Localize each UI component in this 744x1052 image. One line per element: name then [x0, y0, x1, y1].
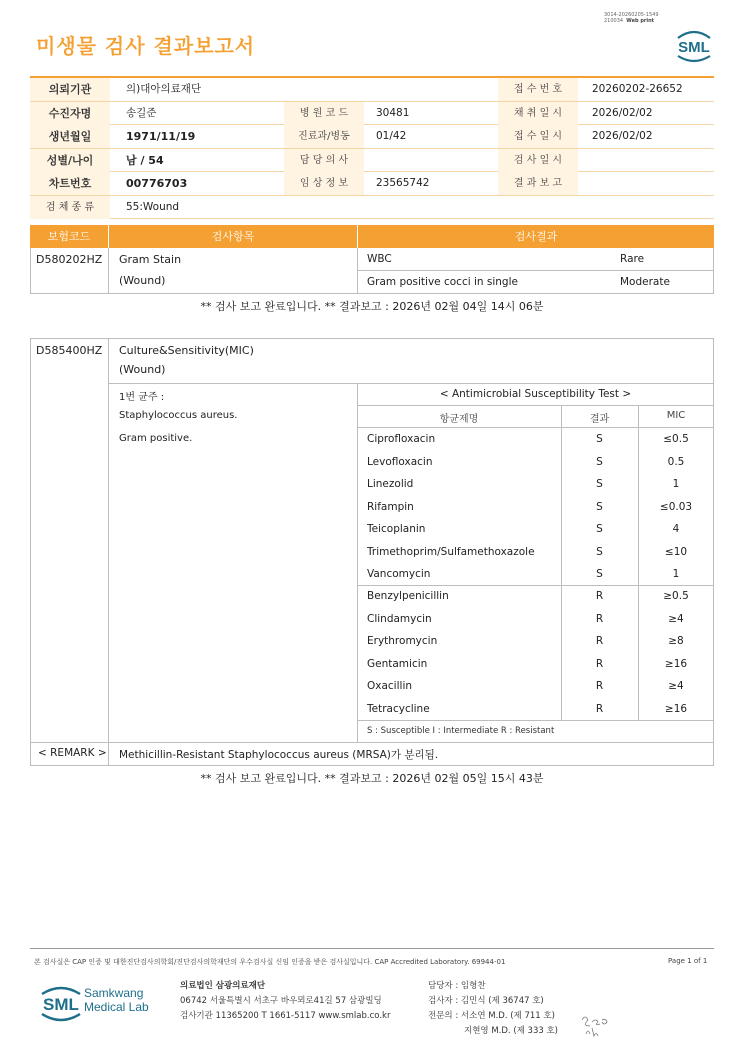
test1-report-note: ** 검사 보고 완료입니다. ** 결과보고 : 2026년 02월 04일 14시 06분 [200, 300, 544, 313]
result-value: Rare [620, 253, 645, 265]
label-accession-no: 접 수 번 호 [498, 78, 578, 101]
info-row [30, 172, 714, 196]
value-requester: 의)대아의료재단 [126, 83, 202, 95]
logo-name: Samkwang Medical Lab [84, 986, 149, 1014]
drug-result: S [596, 568, 603, 580]
drug-mic: ≥0.5 [663, 590, 689, 602]
label-clinical-info: 임 상 정 보 [284, 172, 364, 195]
drug-name: Linezolid [367, 478, 414, 490]
staff-info: 담당자 : 임형찬 검사자 : 김민식 (제 36747 호) 전문의 : 서소연 M.D. (제 711 호) 지현영 M.D. (제 333 호) [428, 981, 559, 1036]
drug-name: Oxacillin [367, 680, 413, 692]
page-title: 미생물 검사 결과보고서 [36, 34, 256, 58]
signature-image [578, 1010, 612, 1040]
value-department: 01/42 [376, 130, 407, 142]
info-row [30, 102, 714, 126]
remark-text: Methicillin-Resistant Staphylococcus aureus (MRSA)가 분리됨. [119, 749, 439, 761]
drug-mic: 0.5 [667, 455, 685, 468]
ast-title: < Antimicrobial Susceptibility Test > [439, 388, 632, 400]
info-row [30, 78, 714, 102]
value-accession-no: 20260202-26652 [592, 83, 683, 95]
drug-name: Erythromycin [367, 635, 438, 647]
drug-mic: ≤0.03 [659, 500, 693, 513]
ast-legend: S : Susceptible I : Intermediate R : Resistant [367, 726, 555, 736]
value-birth-date: 1971/11/19 [126, 130, 196, 143]
drug-result: R [595, 657, 604, 670]
patient-info [30, 76, 714, 219]
header-insurance-code: 보험코드 [47, 230, 91, 243]
drug-name: Trimethoprim/Sulfamethoxazole [367, 545, 535, 558]
drug-result: S [596, 455, 603, 468]
label-department: 진료과/병동 [284, 125, 364, 148]
value-receipt-date: 2026/02/02 [592, 130, 653, 142]
info-row [30, 196, 714, 220]
value-specimen: 55:Wound [126, 200, 180, 213]
sml-logo [672, 24, 716, 64]
document-code: 3014-20260205-1549 210034 Web print [604, 12, 659, 24]
label-specimen: 검 체 종 류 [30, 196, 110, 219]
header-test-result: 검사결과 [514, 230, 558, 243]
org-info: 의료법인 삼광의료재단 06742 서울특별시 서초구 바우뫼로41길 57 삼광빌딩 검사기관 11365200 T 1661-5117 www.smlab.co.kr [180, 981, 391, 1021]
label-collection-date: 채 취 일 시 [498, 102, 578, 125]
info-row [30, 149, 714, 173]
label-report-date: 결 과 보 고 [498, 172, 578, 195]
drug-mic: ≥4 [668, 612, 684, 625]
test2-name: Culture&Sensitivity(MIC) [119, 344, 254, 357]
drug-name: Teicoplanin [367, 523, 426, 535]
value-patient-name: 송길준 [126, 106, 157, 119]
organism-gram: Gram positive. [119, 433, 193, 444]
organism-label: 1번 균주 : [119, 392, 165, 403]
results-header [30, 225, 714, 248]
drug-result: R [595, 590, 604, 602]
drug-result: S [596, 478, 603, 490]
drug-mic: ≥8 [668, 635, 684, 647]
label-requester: 의뢰기관 [30, 78, 110, 101]
drug-mic: ≤0.5 [663, 433, 689, 445]
label-chart-no: 차트번호 [30, 172, 110, 195]
result-name: WBC [367, 253, 392, 265]
drug-result: S [596, 545, 603, 558]
label-physician: 담 당 의 사 [284, 149, 364, 172]
test2-specimen: (Wound) [119, 363, 166, 376]
header-test-item: 검사항목 [211, 230, 255, 243]
drug-name: Benzylpenicillin [367, 590, 449, 602]
svg-text:SML: SML [678, 39, 710, 56]
col-drug: 항균제명 [439, 414, 479, 425]
drug-name: Tetracycline [367, 702, 430, 715]
test1-specimen: (Wound) [119, 274, 166, 287]
drug-result: R [595, 702, 604, 715]
result-name: Gram positive cocci in single [367, 276, 518, 288]
test1-name: Gram Stain [119, 253, 182, 266]
drug-result: R [595, 612, 604, 625]
drug-result: S [596, 433, 603, 445]
col-result: 결과 [589, 414, 610, 425]
label-sex-age: 성별/나이 [30, 149, 110, 172]
drug-name: Gentamicin [367, 657, 428, 670]
drug-mic: 1 [672, 478, 680, 490]
test2-code: D585400HZ [36, 344, 103, 357]
drug-mic: 1 [672, 568, 680, 580]
value-sex-age: 남 / 54 [126, 153, 164, 167]
remark-label: < REMARK > [38, 747, 107, 759]
drug-name: Vancomycin [367, 568, 431, 580]
drug-mic: ≥16 [664, 702, 688, 715]
label-test-date: 검 사 일 시 [498, 149, 578, 172]
drug-mic: 4 [672, 523, 680, 535]
drug-result: S [596, 500, 603, 513]
drug-name: Rifampin [367, 500, 414, 513]
value-clinical-info: 23565742 [376, 177, 430, 189]
result-value: Moderate [620, 276, 670, 288]
value-collection-date: 2026/02/02 [592, 106, 653, 119]
drug-name: Clindamycin [367, 612, 432, 625]
drug-result: S [596, 523, 603, 535]
label-patient-name: 수진자명 [30, 102, 110, 125]
organism-name: Staphylococcus aureus. [119, 410, 238, 421]
sml-logo-icon [36, 980, 86, 1024]
info-row [30, 125, 714, 149]
svg-text:SML: SML [43, 995, 79, 1014]
drug-name: Ciprofloxacin [367, 433, 436, 445]
test1-code: D580202HZ [36, 253, 103, 266]
samkwang-logo [36, 980, 86, 1027]
drug-mic: ≤10 [664, 545, 688, 558]
value-chart-no: 00776703 [126, 177, 188, 190]
label-hospital-code: 병 원 코 드 [284, 102, 364, 125]
drug-result: R [595, 680, 604, 692]
certification-text: 본 검사실은 CAP 인증 및 대한진단검사의학회/진단검사의학재단의 우수검사실 신임 인증을 받은 검사실입니다. CAP Accredited Laboratory. 69944-01 [34, 958, 506, 966]
label-birth-date: 생년월일 [30, 125, 110, 148]
col-mic: MIC [666, 410, 686, 421]
drug-result: R [595, 635, 604, 647]
drug-name: Levofloxacin [367, 455, 433, 468]
label-receipt-date: 접 수 일 시 [498, 125, 578, 148]
test2-report-note: ** 검사 보고 완료입니다. ** 결과보고 : 2026년 02월 05일 15시 43분 [200, 772, 544, 785]
page-number: Page 1 of 1 [668, 957, 708, 965]
drug-mic: ≥16 [664, 657, 688, 670]
drug-mic: ≥4 [668, 680, 684, 692]
value-hospital-code: 30481 [376, 106, 410, 119]
